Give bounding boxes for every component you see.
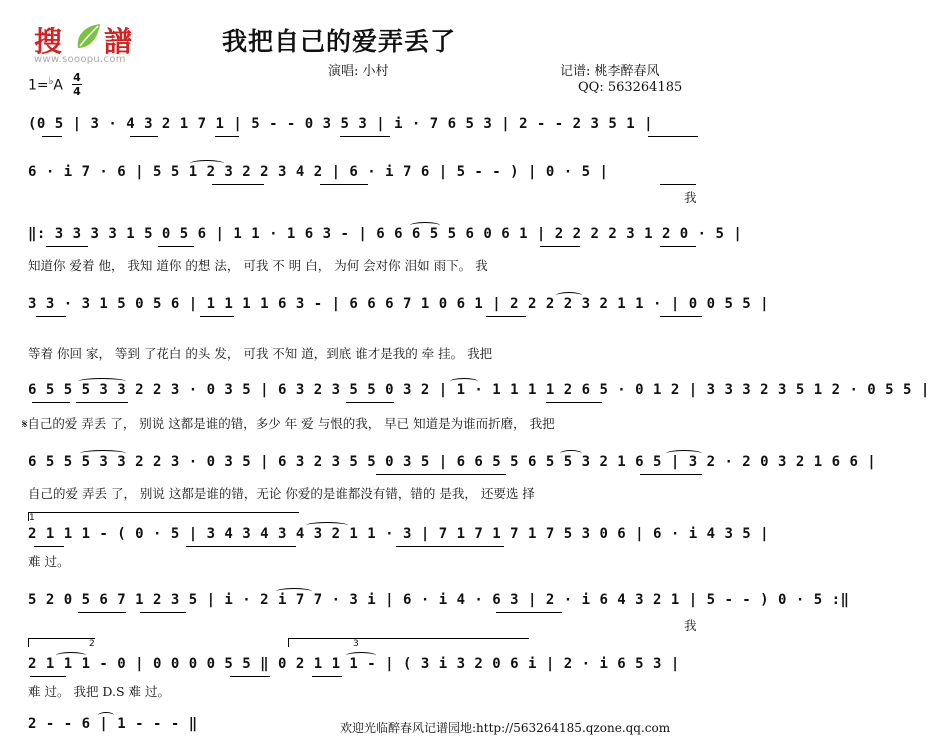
- time-unit: 4: [73, 85, 81, 98]
- notes-line-4: 3 3 · 3 1 5 0 5 6 | 1 1 1 1 6 3 - | 6 6 6 7 1 0 6 1 | 2 2 2 2 3 2 1 1 · | 0 0 5 5 |: [28, 296, 770, 312]
- slur: [450, 378, 478, 385]
- underline: [230, 676, 270, 677]
- logo-char-right: 譜: [104, 25, 133, 58]
- notes-line-10: 2 - - 6 | 1 - - - ‖: [28, 716, 198, 732]
- underline: [648, 136, 698, 137]
- lyrics-line-2: 我: [684, 190, 697, 205]
- underline: [215, 136, 239, 137]
- underline: [32, 402, 70, 403]
- slur: [666, 450, 702, 457]
- lyrics-line-8: 我: [684, 618, 697, 633]
- underline: [312, 676, 342, 677]
- time-signature: [72, 72, 82, 97]
- underline: [340, 136, 390, 137]
- lyrics-line-9: 难 过。 我把 D.S 难 过。: [28, 684, 170, 699]
- underline: [346, 402, 394, 403]
- site-logo: [34, 20, 144, 65]
- underline: [496, 612, 562, 613]
- logo-url: www.sooopu.com: [34, 54, 126, 65]
- notes-line-6: 6 5 5 5 3 3 2 2 3 · 0 3 5 | 6 3 2 3 5 5 0 3 5 | 6 6 5 5 6 5 5 3 2 1 6 5 | 3 2 · 2 0 3 2 1 6 6 |: [28, 454, 877, 470]
- underline: [36, 316, 66, 317]
- underline: [158, 246, 194, 247]
- underline: [212, 184, 264, 185]
- volta-label-3: 3: [353, 639, 359, 649]
- lyrics-line-5: [22, 414, 555, 432]
- volta-bracket-2: [28, 638, 95, 647]
- recorder-credit: 记谱: 桃李醉春风: [560, 64, 660, 79]
- slur: [80, 450, 126, 457]
- underline: [140, 612, 186, 613]
- underline: [660, 184, 696, 185]
- underline: [660, 316, 702, 317]
- slur: [56, 652, 86, 659]
- time-beats: 4: [73, 71, 81, 84]
- slur: [410, 222, 440, 229]
- underline: [186, 546, 296, 547]
- volta-bracket-1: [28, 512, 299, 521]
- underline: [42, 136, 62, 137]
- volta-label-2: 2: [89, 639, 95, 649]
- lyrics-line-5-text: 自己的爱 弄丢 了， 别说 这都是谁的错，多少 年 爱 与恨的我， 早已 知道是为谁而折磨， 我把: [27, 416, 555, 431]
- flat-symbol: ♭: [48, 76, 54, 87]
- song-title: 我把自己的爱弄丢了: [222, 27, 457, 56]
- slur: [556, 292, 582, 299]
- notes-line-5: 6 5 5 5 3 3 2 2 3 · 0 3 5 | 6 3 2 3 5 5 0 3 2 | 1 · 1 1 1 1 2 6 5 · 0 1 2 | 3 3 3 2 3 5 1 2 · 0 5 5 |: [28, 382, 930, 398]
- lyrics-line-6: 自己的爱 弄丢 了， 别说 这都是谁的错，无论 你爱的是谁都没有错，错的 是我， 还要选 择: [28, 486, 535, 501]
- underline: [396, 546, 504, 547]
- underline: [546, 402, 602, 403]
- underline: [76, 402, 128, 403]
- footer-credit: 欢迎光临醉春风记谱园地:http://563264185.qzone.qq.com: [340, 721, 671, 735]
- volta-bracket-3: [288, 638, 529, 647]
- notes-line-1: (0 5 | 3 · 4 3 2 1 7 1 | 5 - - 0 3 5 3 | i · 7 6 5 3 | 2 - - 2 3 5 1 |: [28, 116, 654, 132]
- volta-label-1: 1: [29, 513, 35, 523]
- notes-line-7: 2 1 1 1 - ( 0 · 5 | 3 4 3 4 3 4 3 2 1 1 · 3 | 7 1 7 1 7 1 7 5 3 0 6 | 6 · i 4 3 5 |: [28, 526, 770, 542]
- underline: [46, 246, 88, 247]
- slur: [560, 450, 582, 457]
- notes-line-8: 5 2 0 5 6 7 1 2 3 5 | i · 2 i 7 7 · 3 i | 6 · i 4 · 6 3 | 2 · i 6 4 3 2 1 | 5 - - ) 0 · 5 :‖: [28, 592, 850, 608]
- leaf-icon: [74, 22, 102, 52]
- notes-line-9: 2 1 1 1 - 0 | 0 0 0 0 5 5 ‖ 0 2 1 1 1 - | ( 3 i 3 2 0 6 i | 2 · i 6 5 3 |: [28, 656, 680, 672]
- underline: [660, 246, 696, 247]
- slur: [346, 652, 376, 659]
- key-note: A: [53, 77, 63, 94]
- underline: [130, 136, 158, 137]
- notes-line-3: ‖: 3 3 3 3 1 5 0 5 6 | 1 1 · 1 6 3 - | 6 6 6 5 5 6 0 6 1 | 2 2 2 2 3 1 2 0 · 5 |: [28, 226, 743, 242]
- underline: [30, 676, 66, 677]
- underline: [640, 474, 702, 475]
- key-signature: [28, 76, 63, 94]
- qq-number: QQ: 563264185: [578, 80, 683, 95]
- underline: [320, 184, 368, 185]
- notes-line-2: 6 · i 7 · 6 | 5 5 1 2 3 2 2 3 4 2 | 6 · i 7 6 | 5 - - ) | 0 · 5 |: [28, 164, 609, 180]
- lyrics-line-4: 等着 你回 家， 等到 了花白 的头 发， 可我 不知 道，到底 谁才是我的 牵 挂。 我把: [28, 346, 493, 361]
- underline: [486, 316, 526, 317]
- singer-credit: 演唱: 小村: [328, 64, 389, 79]
- underline: [200, 316, 234, 317]
- underline: [78, 612, 126, 613]
- underline: [376, 474, 506, 475]
- slur: [78, 378, 126, 385]
- slur: [98, 712, 114, 719]
- segno-sign: 𝄋: [22, 416, 28, 431]
- lyrics-line-7: 难 过。: [28, 554, 70, 569]
- underline: [34, 546, 64, 547]
- slur: [276, 588, 312, 595]
- underline: [540, 246, 580, 247]
- slur: [306, 522, 348, 529]
- lyrics-line-3: 知道你 爱着 他， 我知 道你 的想 法， 可我 不 明 白， 为何 会对你 泪如 雨下。 我: [28, 258, 488, 273]
- slur: [190, 160, 224, 167]
- key-label: 1=: [28, 77, 49, 94]
- logo-char-left: 搜: [34, 25, 63, 58]
